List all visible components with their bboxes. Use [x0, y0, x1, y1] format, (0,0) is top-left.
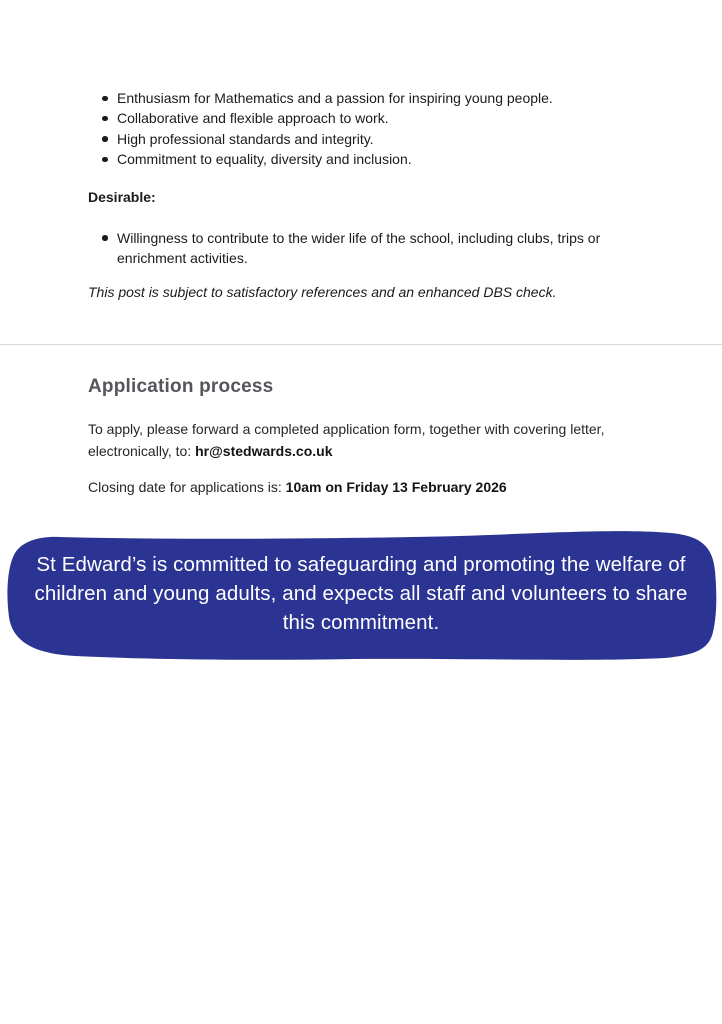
list-item: Enthusiasm for Mathematics and a passion for inspiring young people. — [88, 88, 634, 108]
closing-date-value: 10am on Friday 13 February 2026 — [285, 479, 507, 496]
list-item: Commitment to equality, diversity and inclusion. — [88, 149, 634, 169]
safeguarding-statement-line: children and young adults, and expects all staff and volunteers to share — [34, 582, 688, 605]
apply-instructions-text: To apply, please forward a completed application form, together with covering letter, electronically, to: — [88, 421, 605, 460]
page-content — [88, 0, 634, 498]
closing-date-label: Closing date for applications is: — [88, 479, 286, 496]
list-item: Collaborative and flexible approach to work. — [88, 108, 634, 128]
safeguarding-statement-line: St Edward’s is committed to safeguarding and promoting the welfare of — [36, 553, 686, 576]
list-item: High professional standards and integrity. — [88, 129, 634, 149]
closing-date-line — [88, 476, 634, 498]
safeguarding-statement — [0, 550, 722, 637]
safeguarding-statement-line: this commitment. — [282, 611, 440, 634]
apply-instructions — [88, 418, 610, 462]
desirable-heading: Desirable: — [88, 188, 156, 205]
essential-criteria-list — [88, 88, 634, 170]
safeguarding-banner — [0, 527, 722, 665]
application-process-heading: Application process — [88, 376, 274, 398]
list-item: Willingness to contribute to the wider life of the school, including clubs, trips or enrichment activities. — [88, 228, 634, 269]
desirable-criteria-list — [88, 228, 634, 269]
dbs-check-note: This post is subject to satisfactory references and an enhanced DBS check. — [88, 284, 557, 301]
application-email: hr@stedwards.co.uk — [195, 443, 333, 460]
